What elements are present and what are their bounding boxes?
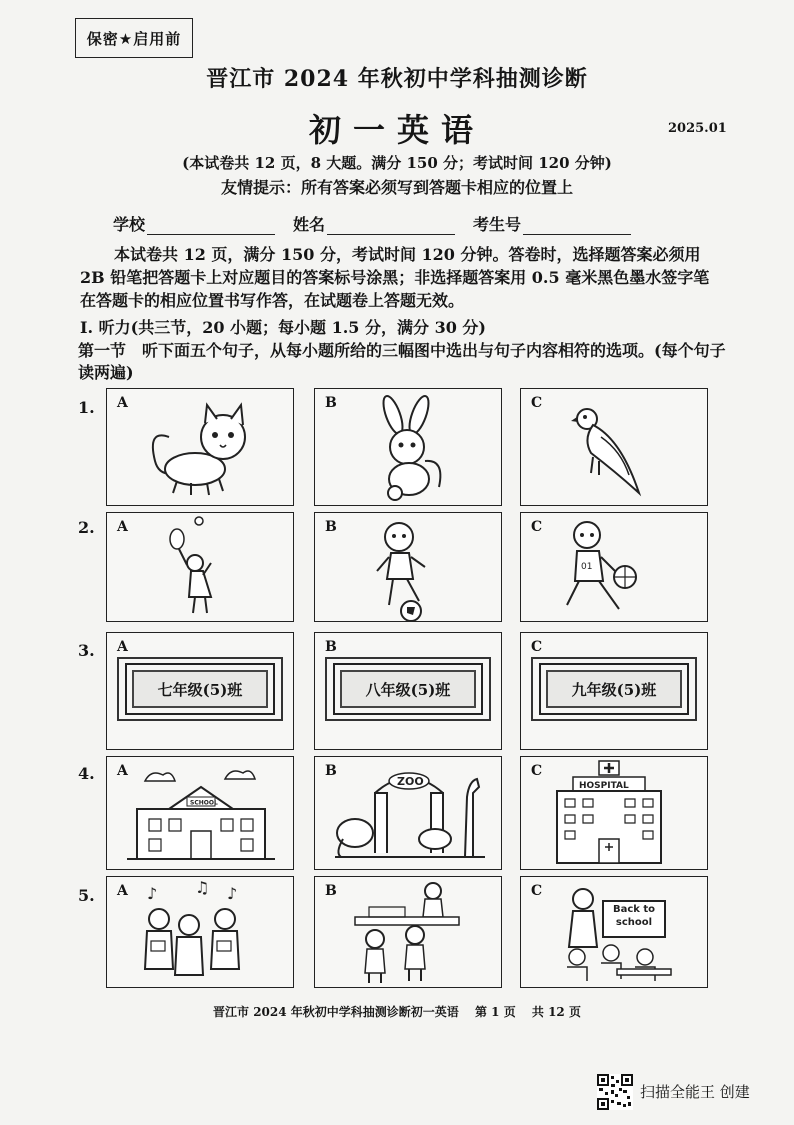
option-box[interactable]	[520, 756, 708, 870]
exam-number-field	[473, 212, 631, 235]
zoo-sign: ZOO	[397, 775, 424, 788]
back-to-school-picture-icon	[521, 877, 709, 989]
option-letter: B	[325, 395, 337, 411]
option-letter: B	[325, 519, 337, 535]
option-box[interactable]	[106, 512, 294, 622]
option-box[interactable]	[106, 876, 294, 988]
option-letter: C	[531, 519, 543, 535]
option-letter: A	[117, 639, 128, 655]
exam-meta: (本试卷共 12 页，8 大题。满分 150 分；考试时间 120 分钟)	[182, 154, 612, 172]
option-letter: A	[117, 395, 128, 411]
rabbit-picture-icon	[315, 389, 503, 507]
qr-code-icon	[597, 1074, 633, 1110]
option-letter: B	[325, 639, 337, 655]
singing-picture-icon	[107, 877, 295, 989]
cat-picture-icon	[107, 389, 295, 507]
option-box[interactable]	[520, 388, 708, 506]
option-box[interactable]	[106, 756, 294, 870]
tennis-girl-picture-icon	[107, 513, 295, 623]
name-label: 姓名	[293, 215, 326, 234]
confidential-label: 保密★启用前	[75, 18, 193, 58]
zoo-picture-icon	[315, 757, 503, 871]
footer-title: 晋江市 2024 年秋初中学科抽测诊断初一英语	[213, 1005, 459, 1019]
question-number: 5.	[78, 886, 95, 905]
school-blank	[147, 216, 275, 235]
footer-page-number: 第 1 页	[474, 1005, 516, 1019]
instructions: 本试卷共 12 页，满分 150 分，考试时间 120 分钟。答卷时，选择题答案必须用 2B 铅笔把答题卡上对应题目的答案标号涂黑；非选择题答案用 0.5 毫米黑色墨水签字笔在答题卡的相应位置书写作答，在试题卷上答题无效。	[80, 245, 710, 310]
svg-text:♪: ♪	[147, 884, 158, 903]
option-box[interactable]	[106, 632, 294, 750]
svg-text:♫: ♫	[195, 878, 210, 897]
option-box[interactable]	[520, 632, 708, 750]
subject-title: 初一英语	[308, 111, 485, 149]
school-field	[113, 212, 275, 235]
option-letter: A	[117, 519, 128, 535]
hospital-sign: HOSPITAL	[579, 781, 629, 791]
option-letter: C	[531, 883, 543, 899]
option-box[interactable]	[520, 876, 708, 988]
blackboard-text: Back to school	[612, 904, 656, 928]
option-letter: C	[531, 763, 543, 779]
option-box[interactable]	[314, 388, 502, 506]
option-box[interactable]	[520, 512, 708, 622]
school-picture-icon	[107, 757, 295, 871]
name-blank	[327, 216, 455, 235]
svg-text:01: 01	[581, 562, 593, 572]
question-number: 1.	[78, 398, 95, 417]
svg-text:♪: ♪	[227, 884, 238, 903]
section-title: Ⅰ. 听力(共三节，20 小题；每小题 1.5 分，满分 30 分)	[80, 318, 486, 337]
option-box[interactable]	[314, 756, 502, 870]
option-letter: B	[325, 883, 337, 899]
classroom-picture-icon	[315, 877, 503, 989]
question-number: 3.	[78, 641, 95, 660]
footer-total-pages: 共 12 页	[531, 1005, 581, 1019]
exam-number-label: 考生号	[473, 215, 522, 234]
soccer-girl-picture-icon	[315, 513, 503, 623]
page-footer	[0, 1003, 794, 1020]
option-box[interactable]	[106, 388, 294, 506]
exam-number-blank	[523, 216, 631, 235]
part-instructions: 第一节 听下面五个句子，从每小题所给的三幅图中选出与句子内容相符的选项。(每个句子读两遍)	[78, 341, 726, 382]
option-box[interactable]	[314, 632, 502, 750]
bird-picture-icon	[521, 389, 709, 507]
option-box[interactable]	[314, 876, 502, 988]
scanner-watermark: 扫描全能王 创建	[640, 1083, 750, 1101]
basketball-girl-picture-icon	[521, 513, 709, 623]
class-sign: 九年级(5)班	[539, 663, 689, 715]
class-sign: 八年级(5)班	[333, 663, 483, 715]
student-info-fields	[113, 212, 631, 235]
school-sign: SCHOOL	[190, 799, 218, 807]
friendly-tip: 友情提示：所有答案必须写到答题卡相应的位置上	[220, 178, 573, 197]
class-sign: 七年级(5)班	[125, 663, 275, 715]
school-label: 学校	[113, 215, 146, 234]
option-letter: B	[325, 763, 337, 779]
option-box[interactable]	[314, 512, 502, 622]
exam-date: 2025.01	[668, 121, 727, 136]
question-number: 4.	[78, 764, 95, 783]
hospital-picture-icon	[521, 757, 709, 871]
question-number: 2.	[78, 518, 95, 537]
option-letter: C	[531, 639, 543, 655]
exam-title: 晋江市 2024 年秋初中学科抽测诊断	[206, 66, 588, 92]
name-field	[293, 212, 455, 235]
option-letter: A	[117, 763, 128, 779]
option-letter: C	[531, 395, 543, 411]
option-letter: A	[117, 883, 128, 899]
